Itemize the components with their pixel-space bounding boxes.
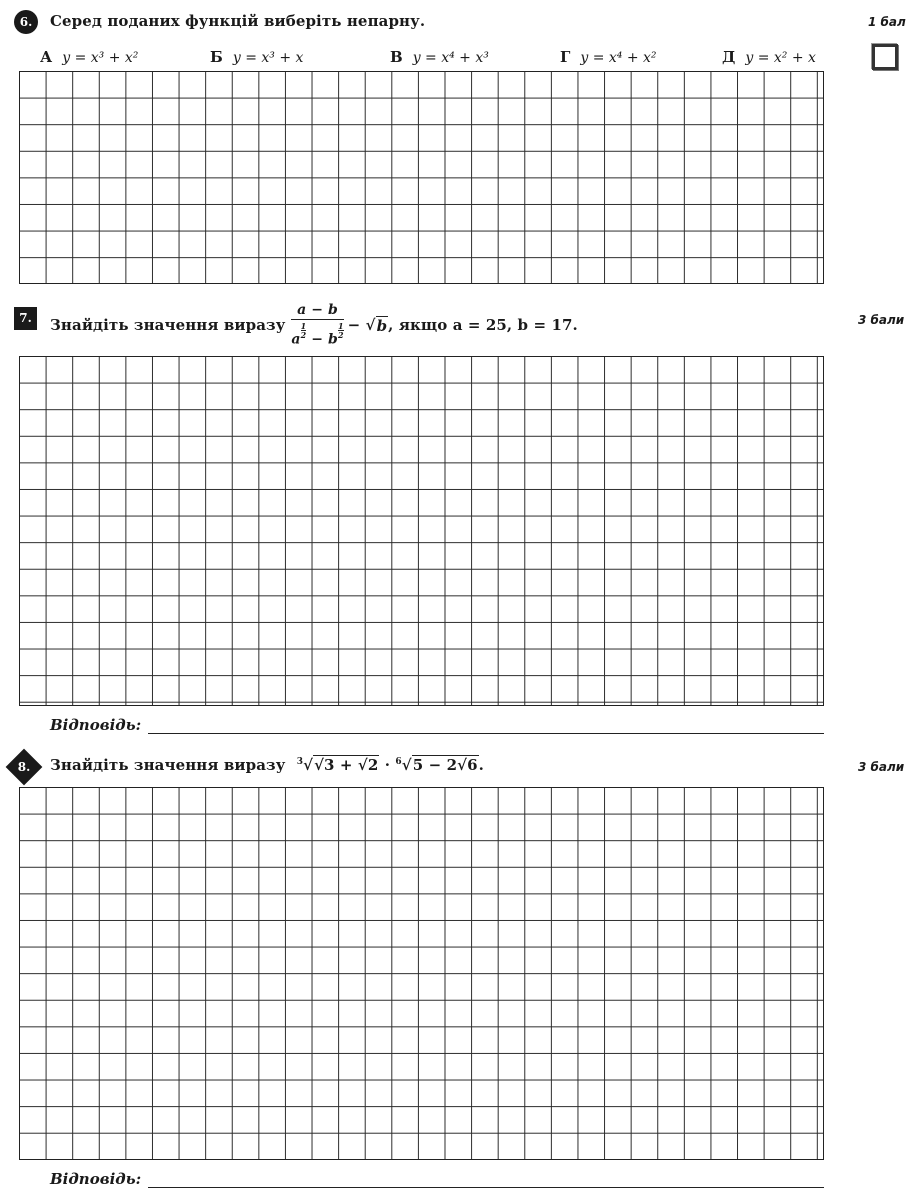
task6-number-badge: 6. (14, 10, 38, 34)
task8-points: 3 бали (858, 760, 905, 774)
root-index: 6 (395, 757, 402, 767)
sqrt-argument: b (376, 316, 388, 335)
option-letter: А (40, 48, 53, 66)
option-g (560, 47, 657, 66)
task7-answer-field[interactable] (148, 733, 824, 734)
option-letter: Д (722, 48, 736, 66)
task7-answer-label: Відповідь: (50, 716, 142, 734)
exponent-half: $\frac{1}{2}$ (337, 321, 344, 341)
fraction-denominator (291, 320, 343, 348)
task7-points: 3 бали (858, 313, 905, 327)
cube-root: $^3$√√3 + √2 (296, 756, 379, 774)
task7-draft-grid[interactable] (19, 356, 824, 706)
task8-text-before: Знайдіть значення виразу (50, 756, 286, 774)
option-formula: y = x⁴ + x² (580, 50, 657, 66)
den-a: a (291, 331, 301, 348)
task6-answer-checkbox[interactable] (872, 44, 898, 70)
root-radicand: √3 + √2 (314, 756, 379, 774)
task8-answer-field[interactable] (148, 1187, 824, 1188)
task7-number-badge: 7. (14, 307, 37, 330)
task8-draft-grid[interactable] (19, 787, 824, 1160)
task8-answer-label: Відповідь: (50, 1170, 142, 1188)
task6-options (40, 47, 840, 71)
task7-question (50, 300, 578, 350)
minus-sqrt: − √ (347, 316, 376, 334)
option-letter: Г (560, 48, 571, 66)
fraction-numerator: a − b (291, 302, 343, 320)
sixth-root: $^6$√5 − 2√6 (395, 756, 478, 774)
task6-points: 1 бал (868, 15, 906, 29)
exponent-half: $\frac{1}{2}$ (300, 321, 307, 341)
task8-number: 8. (17, 760, 31, 774)
option-a (40, 47, 138, 66)
task6-question: Серед поданих функцій виберіть непарну. (50, 12, 426, 30)
task8-question (50, 756, 484, 774)
den-minus-b: − b (311, 331, 338, 348)
option-letter: Б (210, 48, 223, 66)
task7-text-before: Знайдіть значення виразу (50, 316, 286, 334)
root-radicand: 5 − 2√6 (412, 756, 478, 774)
option-formula: y = x² + x (745, 50, 816, 66)
task7-fraction (291, 302, 343, 348)
option-d (722, 47, 816, 66)
option-formula: y = x³ + x² (62, 50, 139, 66)
option-formula: y = x³ + x (232, 50, 304, 66)
task8-period: . (478, 756, 484, 774)
option-b (210, 47, 303, 66)
option-v (390, 47, 489, 66)
option-letter: В (390, 48, 403, 66)
task6-draft-grid[interactable] (19, 71, 824, 284)
task7-text-after: , якщо a = 25, b = 17. (388, 316, 578, 334)
option-formula: y = x⁴ + x³ (412, 50, 489, 66)
root-index: 3 (296, 757, 304, 767)
multiply-dot: · (384, 756, 391, 774)
